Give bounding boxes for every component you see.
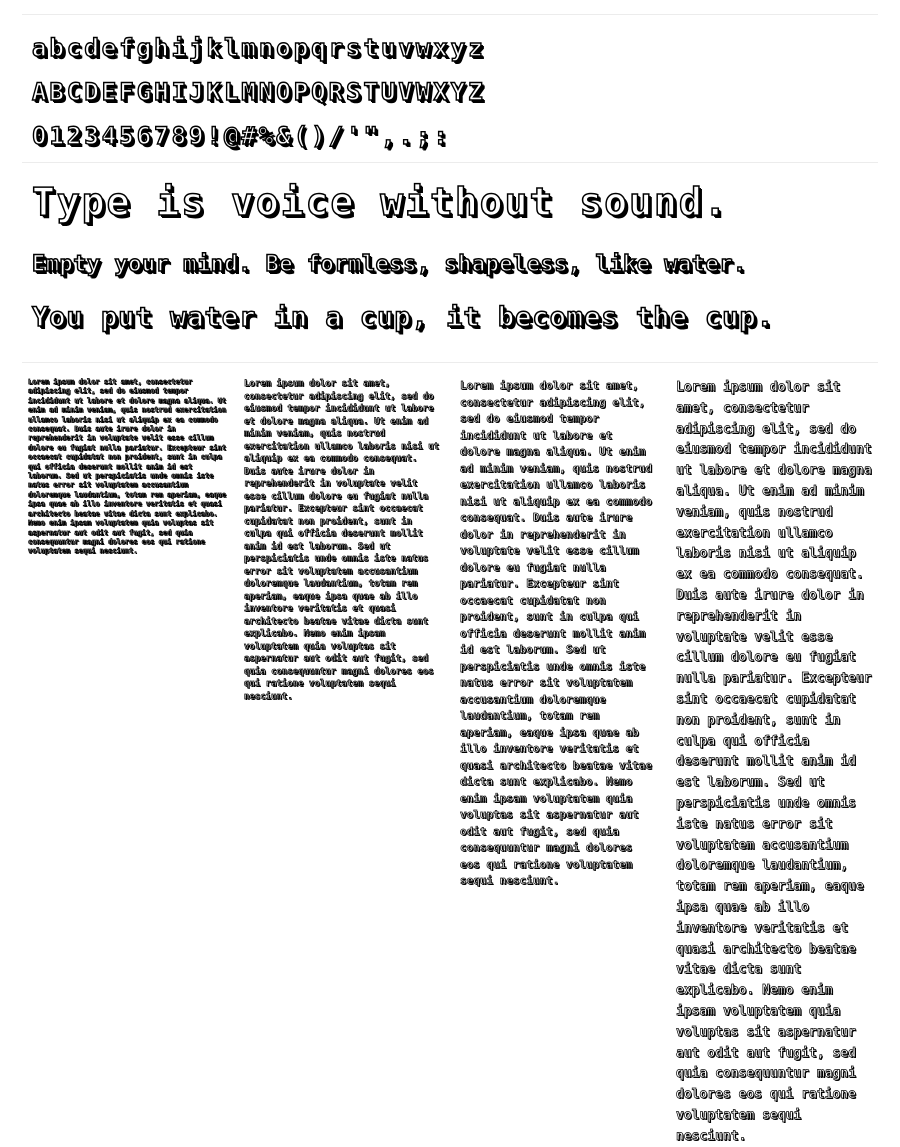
glyph-row-uppercase: ABCDEFGHIJKLMNOPQRSTUVWXYZ [32,78,486,106]
paragraph-column-small: Lorem ipsum dolor sit amet, consectetur adipiscing elit, sed do eiusmod tempor incididunt ut labore et dolore magna aliqua. Ut enim ad minim veniam, quis nostrud exercitation ullamco laboris nisi ut aliquip ex ea commodo consequat. Duis aute irure dolor in reprehenderit in voluptate velit esse cillum dolore eu fugiat nulla pariatur. Excepteur sint occaecat cupidatat non proident, sunt in culpa qui officia deserunt mollit anim id est laborum. Sed ut perspiciatis unde omnis iste natus error sit voluptatem accusantium doloremque laudantium, totam rem aperiam, eaque ipsa quae ab illo inventore veritatis et quasi architecto beatae vitae dicta sunt explicabo. Nemo enim ipsam voluptatem quia voluptas sit aspernatur aut odit aut fugit, sed quia consequuntur magni dolores eos qui ratione voluptatem sequi nesciunt. [244,379,440,702]
glyph-divider [22,162,878,163]
sample-line-large: Type is voice without sound. [32,180,729,224]
paragraph-column-large: Lorem ipsum dolor sit amet, consectetur adipiscing elit, sed do eiusmod tempor incididunt ut labore et dolore magna aliqua. Ut enim ad minim veniam, quis nostrud exercitation ullamco laboris nisi ut aliquip ex ea commodo consequat. Duis aute irure dolor in reprehenderit in voluptate velit esse cillum dolore eu fugiat nulla pariatur. Excepteur sint occaecat cupidatat non proident, sunt in culpa qui officia deserunt mollit anim id est laborum. Sed ut perspiciatis unde omnis iste natus error sit voluptatem accusantium doloremque laudantium, totam rem aperiam, eaque ipsa quae ab illo inventore veritatis et quasi architecto beatae vitae dicta sunt explicabo. Nemo enim ipsam voluptatem quia voluptas sit aspernatur aut odit aut fugit, sed quia consequuntur magni dolores eos qui ratione voluptatem sequi nesciunt. [676,380,872,1144]
top-divider [22,14,878,15]
paragraph-column-smallest: Lorem ipsum dolor sit amet, consectetur adipiscing elit, sed do eiusmod tempor incididunt ut labore et dolore magna aliqua. Ut enim ad minim veniam, quis nostrud exercitation ullamco laboris nisi ut aliquip ex ea commodo consequat. Duis aute irure dolor in reprehenderit in voluptate velit esse cillum dolore eu fugiat nulla pariatur. Excepteur sint occaecat cupidatat non proident, sunt in culpa qui officia deserunt mollit anim id est laborum. Sed ut perspiciatis unde omnis iste natus error sit voluptatem accusantium doloremque laudantium, totam rem aperiam, eaque ipsa quae ab illo inventore veritatis et quasi architecto beatae vitae dicta sunt explicabo. Nemo enim ipsam voluptatem quia voluptas sit aspernatur aut odit aut fugit, sed quia consequuntur magni dolores eos qui ratione voluptatem sequi nesciunt. [28,378,227,556]
sample-line-small: Empty your mind. Be formless, shapeless, like water. [32,252,747,277]
sample-divider [22,362,878,363]
paragraph-column-medium: Lorem ipsum dolor sit amet, consectetur adipiscing elit, sed do eiusmod tempor incididunt ut labore et dolore magna aliqua. Ut enim ad minim veniam, quis nostrud exercitation ullamco laboris nisi ut aliquip ex ea commodo consequat. Duis aute irure dolor in reprehenderit in voluptate velit esse cillum dolore eu fugiat nulla pariatur. Excepteur sint occaecat cupidatat non proident, sunt in culpa qui officia deserunt mollit anim id est laborum. Sed ut perspiciatis unde omnis iste natus error sit voluptatem accusantium doloremque laudantium, totam rem aperiam, eaque ipsa quae ab illo inventore veritatis et quasi architecto beatae vitae dicta sunt explicabo. Nemo enim ipsam voluptatem quia voluptas sit aspernatur aut odit aut fugit, sed quia consequuntur magni dolores eos qui ratione voluptatem sequi nesciunt. [460,379,653,887]
sample-line-medium: You put water in a cup, it becomes the cup. [32,302,774,333]
glyph-row-lowercase: abcdefghijklmnopqrstuvwxyz [32,34,486,62]
glyph-row-digits-symbols: 0123456789!@#%&()/'",.;: [32,122,451,150]
